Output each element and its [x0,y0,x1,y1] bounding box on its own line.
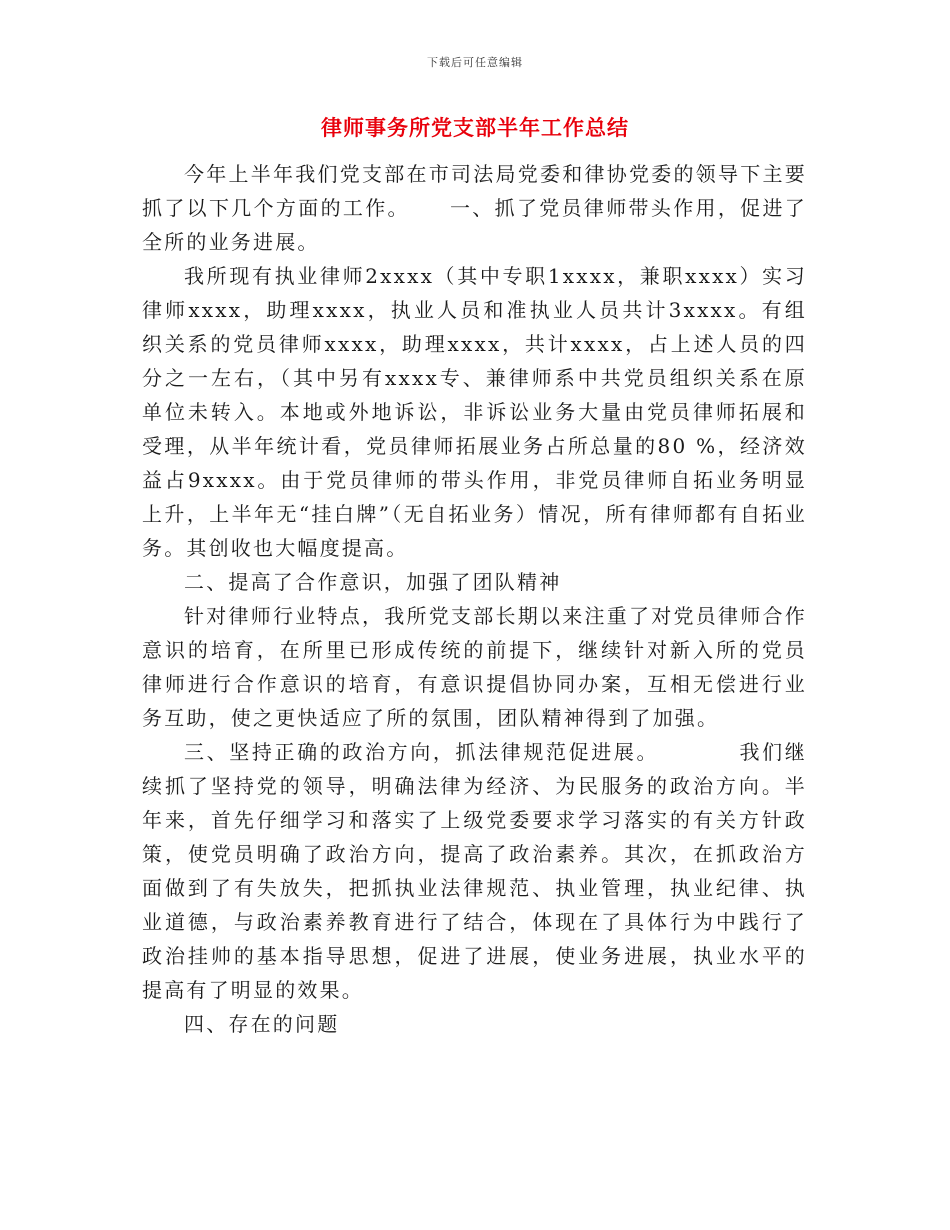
intro-text: 今年上半年我们党支部在市司法局党委和律协党委的领导下主要抓了以下几个方面的工作。 [142,162,807,220]
paragraph-teamwork: 针对律师行业特点，我所党支部长期以来注重了对党员律师合作意识的培育，在所里已形成传统的前提下，继续针对新入所的党员律师进行合作意识的培育，有意识提倡协同办案，互相无偿进行业务互助，使之更快适应了所的氛围，团队精神得到了加强。 [142,604,807,730]
document-body [142,157,807,1041]
document-title: 律师事务所党支部半年工作总结 [321,116,629,140]
section-four-heading: 四、存在的问题 [184,1012,340,1036]
section-two-heading: 二、提高了合作意识，加强了团队精神 [184,570,562,594]
political-direction-text: 我们继续抓了坚持党的领导，明确法律为经济、为民服务的政治方向。半年来，首先仔细学习和落实了上级党委要求学习落实的有关方针政策，使党员明确了政治方向，提高了政治素养。其次，在抓政治方面做到了有失放失，把抓执业法律规范、执业管理，执业纪律、执业道德，与政治素养教育进行了结合，体现在了具体行为中践行了政治挂帅的基本指导思想，促进了进展，使业务进展，执业水平的提高有了明显的效果。 [142,740,807,1002]
section-three-heading: 三、坚持正确的政治方向，抓法律规范促进展。 [184,740,660,764]
paragraph-political-direction [142,735,807,1007]
paragraph-staff-stats: 我所现有执业律师2xxxx（其中专职1xxxx，兼职xxxx）实习律师xxxx，助理xxxx，执业人员和准执业人员共计3xxxx。有组织关系的党员律师xxxx，助理xxxx，共计xxxx，占上述人员的四分之一左右，（其中另有xxxx专、兼律师系中共党员组织关系在原单位未转入。本地或外地诉讼，非诉讼业务大量由党员律师拓展和受理，从半年统计看，党员律师拓展业务占所总量的80 %，经济效益占9xxxx。由于党员律师的带头作用，非党员律师自拓业务明显上升，上半年无“挂白牌”（无自拓业务）情况，所有律师都有自拓业务。其创收也大幅度提高。 [142,264,807,560]
page-header-note: 下载后可任意编辑 [427,56,523,69]
section-one-heading: 一、抓了党员律师带头作用，促进了全所的业务进展。 [142,196,807,254]
paragraph-intro [142,157,807,259]
